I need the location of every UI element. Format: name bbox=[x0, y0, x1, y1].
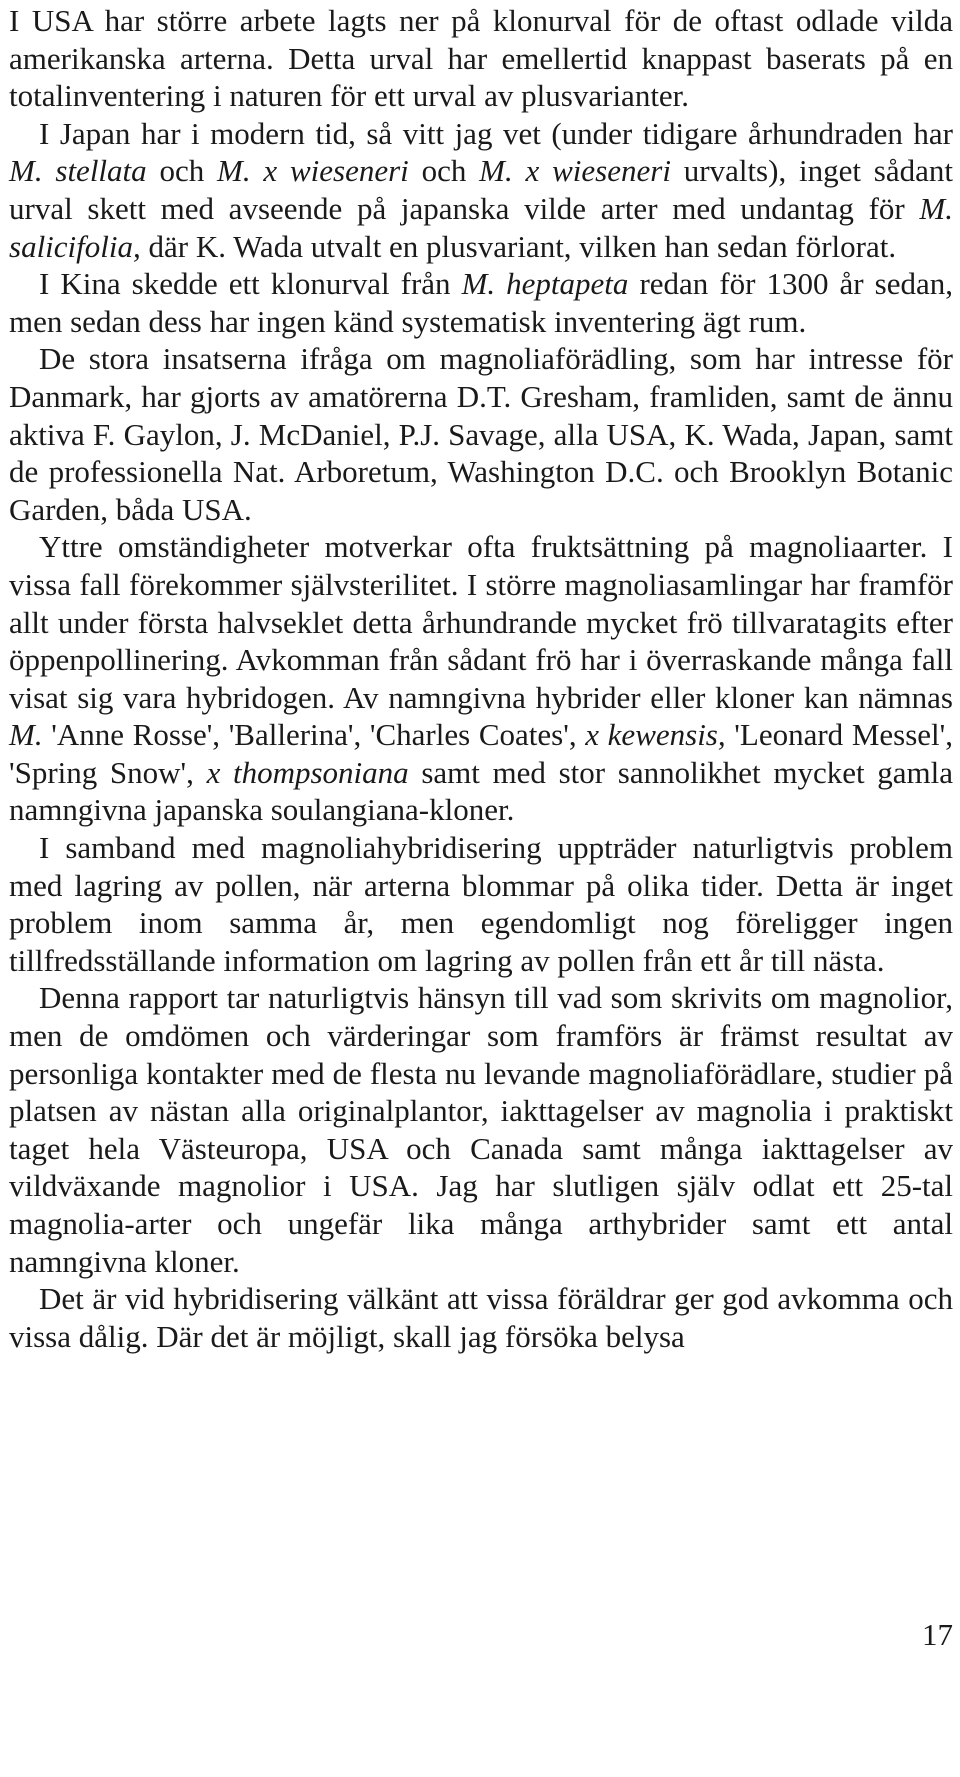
text-run: Det är vid hybridisering välkänt att vissa föräldrar ger god avkomma och vissa dålig. Där det är möjligt, skall jag försöka belysa bbox=[9, 1281, 953, 1354]
document-page bbox=[9, 0, 953, 1777]
text-run: och bbox=[146, 153, 218, 189]
italic-text: M. heptapeta bbox=[461, 266, 629, 302]
text-run: 'Leonard Messel', 'Spring Snow', bbox=[9, 717, 953, 790]
paragraph-2 bbox=[9, 115, 953, 265]
text-run: I USA har större arbete lagts ner på klonurval för de oftast odlade vilda amerikanska arterna. Detta urval har emellertid knappast baserats på en totalinventering i naturen för ett urval av plusvarianter. bbox=[9, 3, 953, 114]
text-run: redan för 1300 år sedan, men sedan dess har ingen känd systematisk inventering ägt rum. bbox=[9, 266, 953, 339]
italic-text: M. x wieseneri bbox=[217, 153, 409, 189]
body-text bbox=[9, 2, 953, 1355]
italic-text: x thompsoniana bbox=[206, 754, 409, 790]
text-run: I Kina skedde ett klonurval från bbox=[39, 266, 462, 302]
text-run: I Japan har i modern tid, så vitt jag vet (under tidigare århundraden har bbox=[39, 115, 953, 151]
italic-text: M. salicifolia, bbox=[9, 190, 953, 264]
paragraph-4 bbox=[9, 340, 953, 528]
text-run: 'Anne Rosse', 'Ballerina', 'Charles Coates', bbox=[42, 717, 586, 753]
text-run: där K. Wada utvalt en plusvariant, vilken han sedan förlorat. bbox=[140, 228, 897, 264]
italic-text: M. x wieseneri bbox=[479, 153, 671, 189]
text-run: samt med stor sannolikhet mycket gamla namngivna japanska soulangiana-kloner. bbox=[9, 754, 953, 828]
paragraph-7 bbox=[9, 979, 953, 1280]
text-run: Denna rapport tar naturligtvis hänsyn till vad som skrivits om magnolior, men de omdömen och värderingar som framförs är främst resultat av personliga kontakter med de flesta nu levande magnoliaförädlare, studier på platsen av nästan alla originalplantor, iakttagelser av magnolia i praktiskt taget hela Västeuropa, USA och Canada samt många iakttagelser av vildväxande magnolior i USA. Jag har slutligen själv odlat ett 25-tal magnolia-arter och ungefär lika många arthybrider samt ett antal namngivna kloner. bbox=[9, 980, 953, 1279]
text-run: urvalts), inget sådant urval skett med avseende på japanska vilde arter med undantag för bbox=[9, 153, 953, 226]
paragraph-5 bbox=[9, 528, 953, 829]
italic-text: x kewensis, bbox=[585, 717, 726, 753]
paragraph-6 bbox=[9, 829, 953, 979]
italic-text: M. stellata bbox=[9, 153, 147, 189]
paragraph-8 bbox=[9, 1280, 953, 1355]
text-run: Yttre omständigheter motverkar ofta fruktsättning på magnoliaarter. I vissa fall förekommer självsterilitet. I större magnoliasamlingar har framför allt under första halvseklet detta århundrande mycket frö tillvaratagits efter öppenpollinering. Avkomman från sådant frö har i överraskande många fall visat sig vara hybridogen. Av namngivna hybrider eller kloner kan nämnas bbox=[9, 529, 953, 715]
paragraph-1 bbox=[9, 2, 953, 115]
text-run: I samband med magnoliahybridisering uppträder naturligtvis problem med lagring av pollen, när arterna blommar på olika tider. Detta är inget problem inom samma år, men egendomligt nog föreligger ingen tillfredsställande information om lagring av pollen från ett år till nästa. bbox=[9, 830, 953, 978]
page-number: 17 bbox=[922, 1617, 953, 1652]
text-run: De stora insatserna ifråga om magnoliaförädling, som har intresse för Danmark, har gjorts av amatörerna D.T. Gresham, framliden, samt de ännu aktiva F. Gaylon, J. McDaniel, P.J. Savage, alla USA, K. Wada, Japan, samt de professionella Nat. Arboretum, Washington D.C. och Brooklyn Botanic Garden, båda USA. bbox=[9, 341, 953, 527]
text-run: och bbox=[408, 153, 480, 189]
paragraph-3 bbox=[9, 265, 953, 340]
italic-text: M. bbox=[9, 717, 43, 753]
